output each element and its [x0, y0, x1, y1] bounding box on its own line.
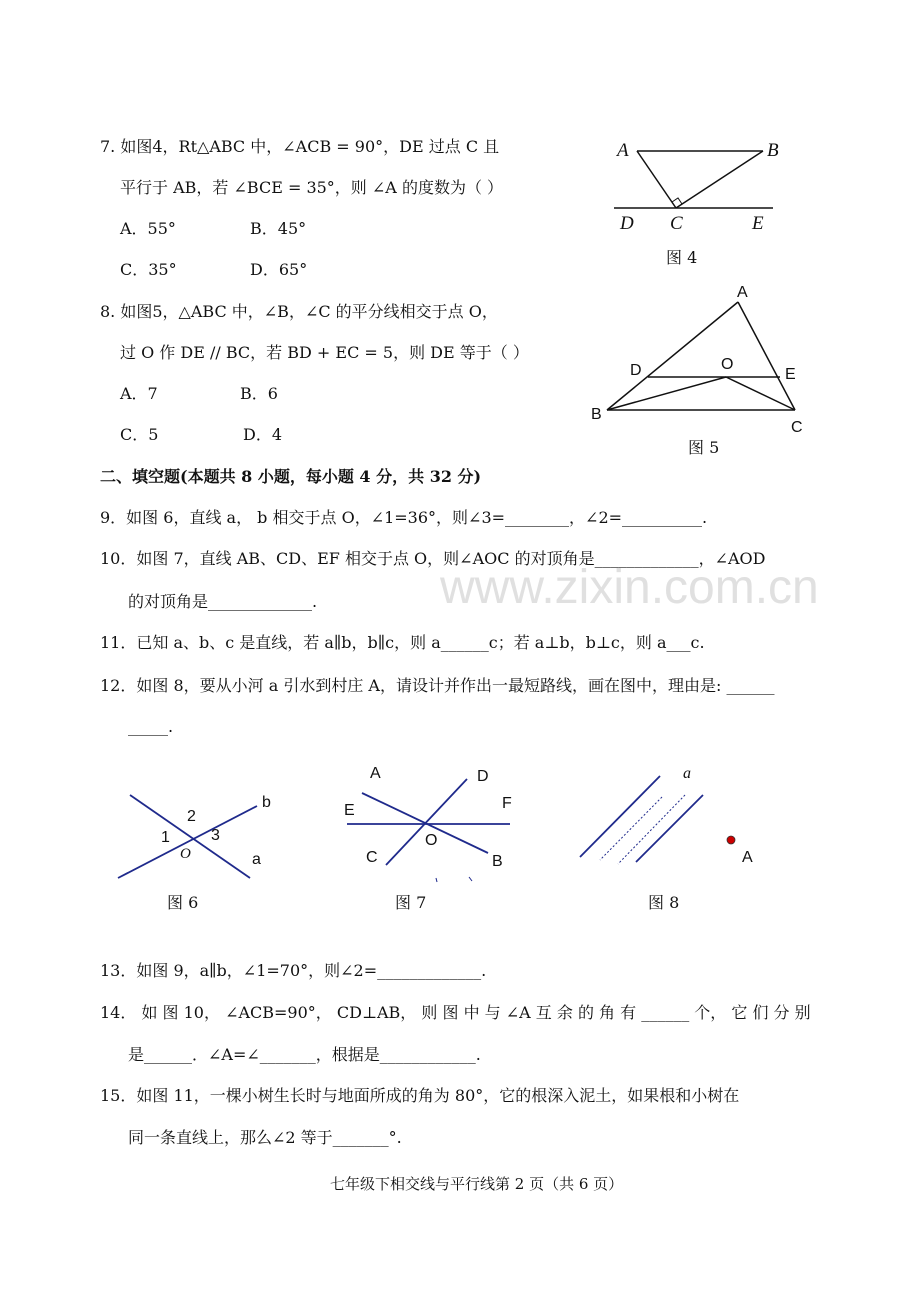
fig5-caption: 图 5: [688, 438, 720, 457]
fig6-label-1: 1: [161, 829, 170, 846]
fig5-label-e: E: [785, 366, 796, 383]
q12-line2: _____.: [128, 717, 174, 736]
village-a-dot: [727, 836, 735, 844]
fig5-label-d: D: [630, 362, 642, 379]
q13: 13．如图 9，a∥b，∠1=70°，则∠2=_____________.: [100, 961, 487, 980]
fig6-label-b: b: [262, 794, 271, 811]
fig8-label-a-village: A: [742, 849, 753, 866]
q11: 11．已知 a、b、c 是直线，若 a∥b，b∥c，则 a______c；若 a⊥b，b⊥c，则 a___c.: [100, 633, 705, 652]
q8-option-d: D．4: [243, 425, 283, 444]
q8-option-a: A．7: [120, 384, 158, 403]
fig5-label-b: B: [591, 406, 602, 423]
fig6-label-o: O: [180, 846, 191, 862]
fig4-label-c: C: [670, 213, 683, 234]
fig7-label-e: E: [344, 802, 355, 819]
fig8-caption: 图 8: [648, 893, 680, 912]
fig6-caption: 图 6: [167, 893, 199, 912]
q14-line2: 是______．∠A=∠_______，根据是____________.: [128, 1045, 481, 1064]
fig8-label-a-river: a: [683, 765, 691, 782]
q10-line2: 的对顶角是_____________.: [128, 592, 318, 611]
fig5-label-o: O: [721, 356, 734, 373]
fig6-label-2: 2: [187, 808, 196, 825]
watermark: www.zixin.com.cn: [440, 561, 819, 614]
fig4-label-d: D: [620, 213, 634, 234]
q7-option-c: C．35°: [120, 260, 177, 279]
q7-option-d: D．65°: [250, 260, 308, 279]
fig7-label-f: F: [502, 795, 512, 812]
q7-option-b: B．45°: [250, 219, 307, 238]
fig7-label-b: B: [492, 853, 503, 870]
fig6-label-3: 3: [211, 827, 220, 844]
fig4-label-e: E: [752, 213, 764, 234]
q14-line1: 14． 如 图 10， ∠ACB=90°， CD⊥AB， 则 图 中 与 ∠A 互 余 的 角 有 ______ 个， 它 们 分 别: [100, 1003, 811, 1022]
q8-line1: 8. 如图5，△ABC 中，∠B，∠C 的平分线相交于点 O，: [100, 302, 498, 321]
fig6-label-a: a: [252, 851, 261, 868]
q7-option-a: A．55°: [120, 219, 176, 238]
q15-line1: 15．如图 11，一棵小树生长时与地面所成的角为 80°，它的根深入泥土，如果根和小树在: [100, 1086, 740, 1105]
fig7-label-o: O: [425, 832, 438, 849]
fig7-label-c: C: [366, 849, 378, 866]
fig5-label-c: C: [791, 419, 803, 436]
q8-option-b: B．6: [240, 384, 278, 403]
fig4-label-b: B: [767, 140, 779, 161]
page-footer: 七年级下相交线与平行线第 2 页（共 6 页）: [330, 1175, 624, 1193]
section-heading: 二、填空题(本题共 8 小题，每小题 4 分，共 32 分): [100, 467, 482, 486]
q8-line2: 过 O 作 DE // BC，若 BD + EC = 5，则 DE 等于（ ）: [120, 343, 529, 362]
q15-line2: 同一条直线上，那么∠2 等于_______°.: [128, 1128, 402, 1147]
q12-line1: 12．如图 8，要从小河 a 引水到村庄 A，请设计并作出一最短路线，画在图中，理由是: ______: [100, 676, 775, 695]
q8-option-c: C．5: [120, 425, 159, 444]
q7-line1: 7. 如图4，Rt△ABC 中，∠ACB = 90°，DE 过点 C 且: [100, 137, 500, 156]
fig5-label-a: A: [737, 284, 748, 301]
q10-line1: 10．如图 7，直线 AB、CD、EF 相交于点 O，则∠AOC 的对顶角是_____________，∠AOD: [100, 549, 766, 568]
fig4-caption: 图 4: [666, 248, 698, 267]
fig7-caption: 图 7: [395, 893, 427, 912]
q9: 9．如图 6，直线 a， b 相交于点 O，∠1=36°，则∠3=________，∠2=__________.: [100, 508, 708, 527]
fig7-label-d: D: [477, 768, 489, 785]
fig4-label-a: A: [617, 140, 629, 161]
fig7-label-a: A: [370, 765, 381, 782]
q7-line2: 平行于 AB，若 ∠BCE = 35°，则 ∠A 的度数为（ ）: [120, 178, 504, 197]
